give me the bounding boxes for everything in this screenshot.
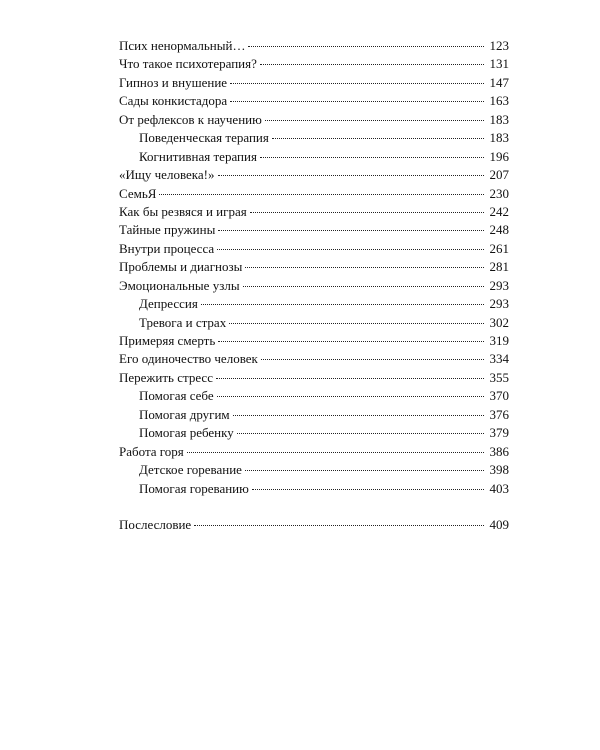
toc-entry [119,166,509,184]
toc-entry-page: 370 [489,388,509,404]
toc-entry-page: 123 [489,38,509,53]
toc-entry-page: 163 [489,93,509,109]
toc-entry-title: Псих ненормальный… [119,38,246,53]
toc-subentry [119,129,509,147]
toc-entry-page: 242 [489,203,509,219]
toc-entry-page: 131 [489,56,509,72]
toc-entry [119,277,509,295]
toc-leader-dots [217,396,484,397]
toc-entry [119,369,509,387]
toc-entry [119,332,509,350]
toc-entry-page: 183 [489,130,509,146]
toc-leader-dots [233,415,484,416]
toc-leader-dots [194,525,484,526]
toc-entry-title: Что такое психотерапия? [119,56,257,72]
toc-entry-title: СемьЯ [119,185,157,201]
toc-entry-title: Сады конкистадора [119,93,228,109]
toc-entry-title: Помогая себе [139,388,214,404]
toc-leader-dots [201,304,484,305]
toc-leader-dots [217,249,484,250]
toc-entry-page: 302 [489,314,509,330]
toc-entry-page: 376 [489,406,509,422]
toc-leader-dots [261,359,484,360]
toc-entry-title: Послесловие [119,516,192,532]
toc-entry-page: 147 [489,74,509,90]
toc-leader-dots [218,230,484,231]
toc-entry-page: 281 [489,259,509,275]
toc-leader-dots [187,452,484,453]
toc-entry [119,37,509,55]
toc-entry-afterword [119,516,509,534]
toc-leader-dots [250,212,484,213]
toc-entry-page: 319 [489,333,509,348]
toc-leader-dots [245,470,484,471]
toc-entry-title: Как бы резвяся и играя [119,203,247,219]
toc-entry [119,111,509,129]
toc-entry-title: Помогая гореванию [139,480,249,496]
toc-entry-page: 355 [489,369,509,385]
toc-subentry [119,387,509,405]
toc-entry [119,350,509,368]
toc-entry [119,92,509,110]
toc-entry-title: Помогая другим [139,406,230,422]
toc-entry [119,221,509,239]
toc-entry-title: Его одиночество человек [119,351,258,367]
toc-entry-page: 230 [489,185,509,201]
table-of-contents [119,37,509,534]
toc-entry-page: 386 [489,443,509,459]
toc-leader-dots [245,267,484,268]
toc-entry-title: Работа горя [119,443,184,459]
toc-entry [119,258,509,276]
toc-entry-page: 248 [489,222,509,238]
toc-entry-page: 261 [489,240,509,256]
toc-entry-page: 196 [489,148,509,164]
toc-entry-page: 207 [489,167,509,183]
toc-entry-title: «Ищу человека!» [119,167,215,183]
toc-entry-title: Поведенческая терапия [139,130,269,146]
toc-subentry [119,480,509,498]
toc-entry-page: 183 [489,111,509,127]
toc-entry-title: Пережить стресс [119,369,213,385]
toc-subentry [119,424,509,442]
toc-subentry [119,295,509,313]
toc-leader-dots [248,46,484,47]
toc-entry-page: 409 [489,516,509,532]
toc-entry-page: 293 [489,277,509,293]
toc-subentry [119,461,509,479]
toc-entry-title: Гипноз и внушение [119,74,228,90]
toc-entry-title: Помогая ребенку [139,425,234,441]
toc-entry [119,185,509,203]
toc-subentry [119,148,509,166]
toc-entry-page: 403 [489,480,509,496]
toc-entry-title: Депрессия [139,296,198,312]
toc-leader-dots [260,64,484,65]
toc-leader-dots [229,323,484,324]
toc-entry-title: Тревога и страх [139,314,227,330]
toc-leader-dots [252,489,484,490]
toc-entry-title: Эмоциональные узлы [119,277,240,293]
toc-entry-title: Когнитивная терапия [139,148,257,164]
toc-leader-dots [218,341,484,342]
toc-entry [119,74,509,92]
toc-leader-dots [218,175,485,176]
toc-entry [119,443,509,461]
toc-leader-dots [265,120,484,121]
toc-entry-title: Примеряя смерть [119,333,216,348]
toc-subentry [119,314,509,332]
toc-entry-page: 398 [489,462,509,478]
toc-leader-dots [237,433,484,434]
toc-leader-dots [230,101,484,102]
toc-leader-dots [159,194,484,195]
toc-entry [119,240,509,258]
toc-entry-title: Внутри процесса [119,240,215,256]
toc-leader-dots [216,378,484,379]
toc-subentry [119,406,509,424]
toc-entry-title: Детское горевание [139,462,242,478]
toc-entry-title: Проблемы и диагнозы [119,259,243,275]
toc-entry-title: От рефлексов к научению [119,111,262,127]
toc-entry-page: 293 [489,296,509,312]
toc-leader-dots [243,286,484,287]
toc-entry [119,55,509,73]
toc-entry [119,203,509,221]
toc-entry-page: 334 [489,351,509,367]
toc-leader-dots [230,83,484,84]
toc-entry-title: Тайные пружины [119,222,216,238]
toc-entry-page: 379 [489,425,509,441]
toc-leader-dots [272,138,484,139]
toc-leader-dots [260,157,484,158]
